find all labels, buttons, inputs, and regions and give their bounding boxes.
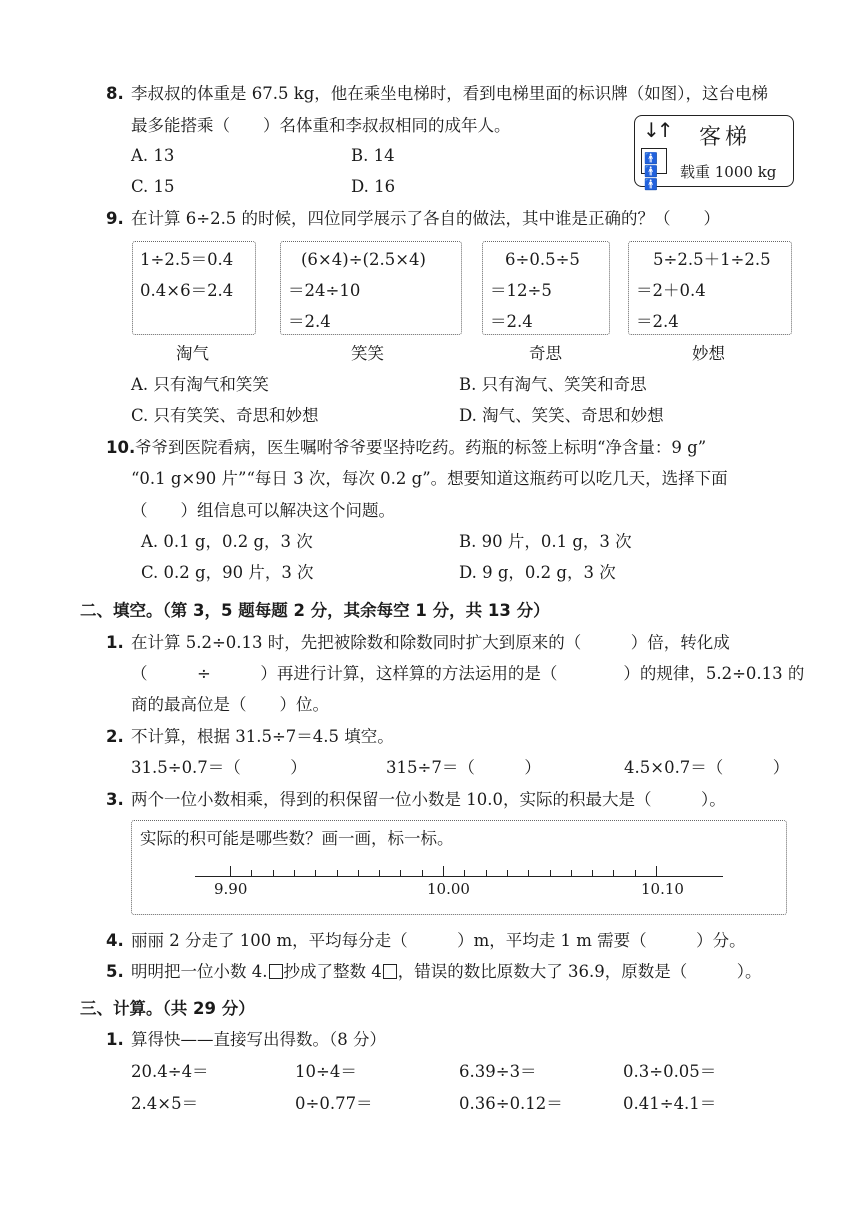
- method-miaoxiang-line2: ＝2＋0.4: [636, 281, 706, 300]
- number-line-tick: [464, 870, 465, 876]
- method-taoqi-line2: 0.4×6＝2.4: [140, 281, 234, 300]
- s2q3-text: 两个一位小数相乘，得到的积保留一位小数是 10.0，实际的积最大是（ ）。: [131, 790, 726, 809]
- number-line-tick: [486, 870, 487, 876]
- q10-text-line3: （ ）组信息可以解决这个问题。: [131, 501, 395, 520]
- elevator-people-icon: 🚹🚹🚹: [641, 148, 667, 174]
- method-miaoxiang-line1: 5÷2.5＋1÷2.5: [653, 250, 771, 269]
- q9-number: 9.: [106, 209, 124, 228]
- method-xiaoxiao-line3: ＝2.4: [288, 312, 331, 331]
- calc-item: 0.41÷4.1＝: [623, 1094, 717, 1113]
- s2q5-number: 5.: [106, 962, 124, 981]
- s3q1-text: 算得快——直接写出得数。（8 分）: [131, 1030, 386, 1049]
- method-xiaoxiao-line2: ＝24÷10: [288, 281, 361, 300]
- q10-option-a: A. 0.1 g，0.2 g，3 次: [141, 532, 313, 551]
- number-line-tick: [273, 870, 274, 876]
- number-line-prompt: 实际的积可能是哪些数？画一画，标一标。: [140, 829, 454, 848]
- s2q1-number: 1.: [106, 633, 124, 652]
- number-line-tick: [443, 866, 444, 876]
- s2q5-text-a: 明明把一位小数 4.: [131, 962, 268, 981]
- s2q2-item3: 4.5×0.7＝（ ）: [624, 758, 790, 777]
- method-taoqi-line1: 1÷2.5＝0.4: [140, 250, 234, 269]
- q9-text: 在计算 6÷2.5 的时候，四位同学展示了各自的做法，其中谁是正确的？（ ）: [131, 209, 721, 228]
- calc-item: 0.3÷0.05＝: [623, 1062, 717, 1081]
- method-qisi-line1: 6÷0.5÷5: [505, 250, 580, 269]
- axis-label-10.00: 10.00: [427, 880, 470, 898]
- method-qisi-line2: ＝12÷5: [490, 281, 552, 300]
- s2q1-line2: （ ÷ ）再进行计算，这样算的方法运用的是（ ）的规律，5.2÷0.13 的: [131, 664, 805, 683]
- number-line-tick: [294, 870, 295, 876]
- q8-text-line2: 最多能搭乘（ ）名体重和李叔叔相同的成年人。: [131, 116, 511, 135]
- number-line-tick: [315, 870, 316, 876]
- method-qisi-line3: ＝2.4: [490, 312, 533, 331]
- q8-number: 8.: [106, 84, 124, 103]
- number-line-tick: [656, 866, 657, 876]
- q8-option-a: A. 13: [131, 146, 175, 165]
- s2q2-text: 不计算，根据 31.5÷7＝4.5 填空。: [131, 727, 394, 746]
- s2q3-number: 3.: [106, 790, 124, 809]
- number-line-tick: [337, 870, 338, 876]
- s2q5-text-c: ，错误的数比原数大了 36.9，原数是（ ）。: [397, 962, 762, 981]
- calc-item: 10÷4＝: [295, 1062, 357, 1081]
- axis-label-10.10: 10.10: [641, 880, 684, 898]
- blank-digit-box: [269, 964, 283, 979]
- q9-option-a: A. 只有淘气和笑笑: [131, 375, 269, 394]
- method-miaoxiang-name: 妙想: [692, 344, 725, 363]
- calc-item: 6.39÷3＝: [459, 1062, 537, 1081]
- q10-option-b: B. 90 片，0.1 g，3 次: [459, 532, 632, 551]
- s2q2-number: 2.: [106, 727, 124, 746]
- axis-label-9.90: 9.90: [214, 880, 248, 898]
- number-line-tick: [613, 870, 614, 876]
- q9-option-b: B. 只有淘气、笑笑和奇思: [459, 375, 647, 394]
- blank-digit-box: [383, 964, 397, 979]
- up-down-arrows-icon: ↓↑: [643, 118, 671, 142]
- q10-option-d: D. 9 g，0.2 g，3 次: [459, 563, 616, 582]
- number-line-tick: [422, 870, 423, 876]
- s2q2-item1: 31.5÷0.7＝（ ）: [131, 758, 307, 777]
- number-line[interactable]: [195, 876, 723, 877]
- elevator-sign-load: 载重 1000 kg: [680, 163, 777, 181]
- s2q2-item2: 315÷7＝（ ）: [386, 758, 541, 777]
- number-line-tick: [507, 870, 508, 876]
- method-taoqi-name: 淘气: [176, 344, 209, 363]
- calc-item: 20.4÷4＝: [131, 1062, 209, 1081]
- number-line-tick: [230, 866, 231, 876]
- number-line-tick: [400, 870, 401, 876]
- q10-number: 10.: [106, 438, 136, 457]
- s2q4-text: 丽丽 2 分走了 100 m，平均每分走（ ）m，平均走 1 m 需要（ ）分。: [131, 931, 746, 950]
- number-line-tick: [571, 870, 572, 876]
- elevator-sign-title: 客梯: [699, 125, 752, 150]
- elevator-sign: [634, 115, 794, 191]
- s2q5-text-b: 抄成了整数 4: [283, 962, 382, 981]
- s2q4-number: 4.: [106, 931, 124, 950]
- q9-option-d: D. 淘气、笑笑、奇思和妙想: [459, 406, 664, 425]
- method-miaoxiang-line3: ＝2.4: [636, 312, 679, 331]
- q9-option-c: C. 只有笑笑、奇思和妙想: [131, 406, 319, 425]
- number-line-tick: [358, 870, 359, 876]
- q8-option-c: C. 15: [131, 177, 175, 196]
- q10-text-line2: “0.1 g×90 片”“每日 3 次，每次 0.2 g”。想要知道这瓶药可以吃几天，选择下面: [131, 469, 728, 488]
- s3q1-number: 1.: [106, 1030, 124, 1049]
- number-line-tick: [550, 870, 551, 876]
- q10-text-line1: 爷爷到医院看病，医生嘱咐爷爷要坚持吃药。药瓶的标签上标明“净含量：9 g”: [135, 438, 707, 457]
- method-xiaoxiao-name: 笑笑: [351, 344, 384, 363]
- number-line-tick: [379, 870, 380, 876]
- s2q1-line3: 商的最高位是（ ）位。: [131, 695, 329, 714]
- q10-option-c: C. 0.2 g，90 片，3 次: [141, 563, 314, 582]
- s2q5-text: [131, 962, 761, 982]
- method-qisi-name: 奇思: [529, 344, 562, 363]
- calc-item: 0÷0.77＝: [295, 1094, 373, 1113]
- calc-item: 0.36÷0.12＝: [459, 1094, 563, 1113]
- s2q1-line1: 在计算 5.2÷0.13 时，先把被除数和除数同时扩大到原来的（ ）倍，转化成: [131, 633, 730, 652]
- number-line-tick: [528, 870, 529, 876]
- q8-option-b: B. 14: [351, 146, 395, 165]
- number-line-tick: [592, 870, 593, 876]
- method-xiaoxiao-line1: (6×4)÷(2.5×4): [301, 250, 426, 269]
- calc-item: 2.4×5＝: [131, 1094, 199, 1113]
- q8-option-d: D. 16: [351, 177, 396, 196]
- number-line-tick: [635, 870, 636, 876]
- section3-title: 三、计算。（共 29 分）: [80, 999, 255, 1018]
- number-line-tick: [251, 870, 252, 876]
- section2-title: 二、填空。（第 3，5 题每题 2 分，其余每空 1 分，共 13 分）: [80, 601, 550, 620]
- q8-text-line1: 李叔叔的体重是 67.5 kg，他在乘坐电梯时，看到电梯里面的标识牌（如图），这台电梯: [131, 84, 769, 103]
